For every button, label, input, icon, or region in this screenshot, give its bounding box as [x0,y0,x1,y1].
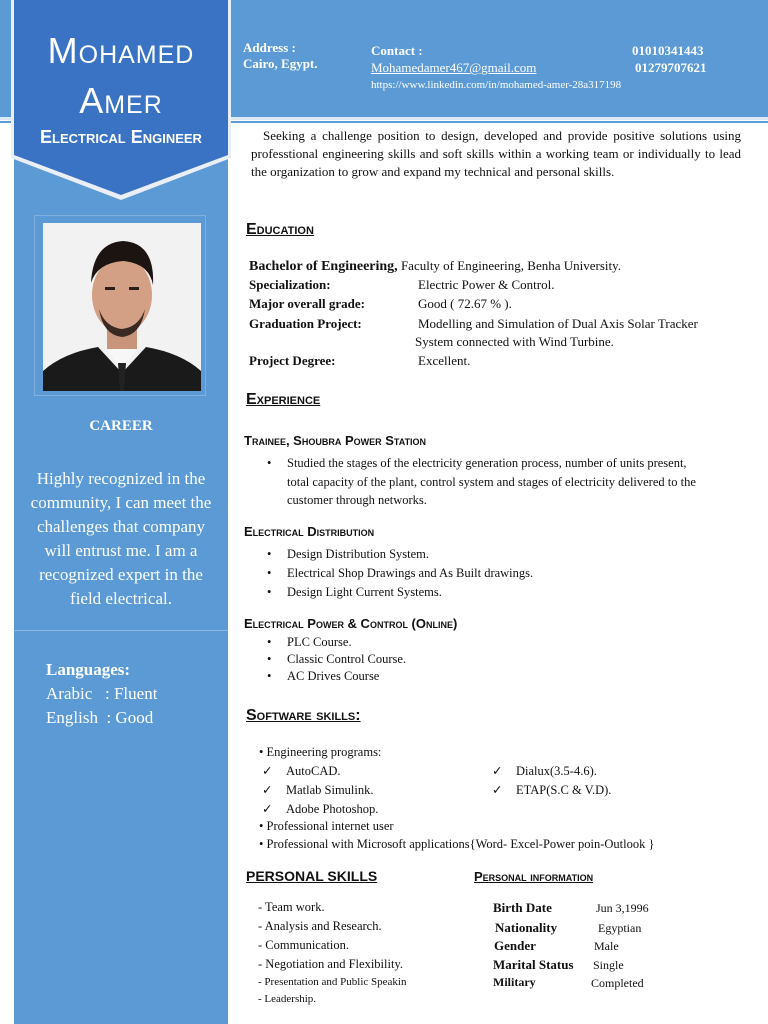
list-item: • Classic Control Course. [267,651,406,668]
name-last: Amer [79,80,163,121]
address-label: Address : [243,40,296,55]
info-value: Egyptian [598,921,642,935]
edu-value: Modelling and Simulation of Dual Axis Solar Tracker [418,316,698,331]
info-label: Gender [494,938,536,953]
summary-text: Seeking a challenge position to design, developed and provide positive solutions using professtional engineering skills and soft skills within a working team or individually to lead the organization to grow and expand my technical and personal skills. [251,128,741,179]
personal-skill: - Communication. [258,938,349,952]
programs-label: • Engineering programs: [259,745,382,759]
edu-label: Graduation Project: [249,316,362,331]
name-first: Mohamed [47,30,195,71]
list-item: • AC Drives Course [267,668,406,685]
software-heading: Software skills: [246,707,361,724]
info-label: Nationality [495,920,558,935]
edu-value: Good ( 72.67 % ). [418,296,512,311]
sidebar [14,0,228,1024]
list-item: • Design Light Current Systems. [267,583,533,602]
software-extra: • Professional with Microsoft applications{Word- Excel-Power poin-Outlook } [259,837,655,851]
degree-rest: Faculty of Engineering, Benha University. [397,258,622,273]
phone-1: 01010341443 [632,43,704,58]
software-extra: • Professional internet user [259,819,394,833]
info-value: Male [594,939,619,953]
edu-label: Specialization: [249,277,331,292]
personal-info-heading: Personal information [474,869,594,884]
education-heading: Education [246,221,314,238]
linkedin-link[interactable]: https://www.linkedin.com/in/mohamed-amer-28a317198 [371,79,622,91]
list-item: • Studied the stages of the electricity generation process, number of units present, total capacity of the plant, control system and stages of electricity delivered to the customer through networks. [267,454,707,510]
list-item: • PLC Course. [267,634,406,651]
experience-list [267,454,707,510]
experience-list [267,634,406,685]
skill-item: ✓ Dialux(3.5-4.6). [492,764,597,778]
job-title: Electrical Engineer [40,127,202,147]
info-value: Jun 3,1996 [596,901,649,915]
experience-list [267,545,533,602]
info-label: Military [493,975,536,989]
edu-label: Project Degree: [249,353,336,368]
contact-label: Contact : [371,43,423,58]
list-item: • Design Distribution System. [267,545,533,564]
language-english: English : Good [46,708,154,727]
experience-title: Electrical Power & Control (Online) [244,616,458,631]
personal-skill: - Analysis and Research. [258,919,382,933]
address-value: Cairo, Egypt. [243,56,318,71]
info-label: Birth Date [493,900,552,915]
info-value: Completed [591,976,644,990]
phone-2: 01279707621 [635,60,707,75]
career-text: Highly recognized in the community, I can meet the challenges that company will entrust me. I am a recognized expert in the field electrical. [30,469,212,608]
experience-title: Trainee, Shoubra Power Station [244,433,427,448]
personal-skill: - Team work. [258,900,325,914]
language-arabic: Arabic : Fluent [46,684,158,703]
skill-item: ✓ AutoCAD. [262,764,341,778]
experience-heading: Experience [246,391,321,408]
info-label: Marital Status [493,957,574,972]
list-item: • Electrical Shop Drawings and As Built drawings. [267,564,533,583]
edu-value: System connected with Wind Turbine. [415,334,614,349]
personal-skills-heading: PERSONAL SKILLS [246,868,378,884]
skill-item: ✓ Matlab Simulink. [262,783,374,797]
sidebar-divider [14,630,228,631]
skill-item: ✓ ETAP(S.C & V.D). [492,783,612,797]
edu-label: Major overall grade: [249,296,365,311]
email-link[interactable]: Mohamedamer467@gmail.com [371,60,537,75]
personal-skill: - Presentation and Public Speakin [258,976,407,988]
profile-photo [43,223,201,391]
degree-line [249,258,621,275]
edu-value: Excellent. [418,353,471,368]
personal-skill: - Leadership. [258,993,317,1005]
career-heading: CAREER [89,418,153,434]
degree-bold: Bachelor of Engineering, [249,259,398,274]
skill-item: ✓ Adobe Photoshop. [262,802,379,816]
languages-heading: Languages: [46,660,131,679]
edu-value: Electric Power & Control. [418,277,555,292]
info-value: Single [593,958,624,972]
experience-title: Electrical Distribution [244,524,375,539]
personal-skill: - Negotiation and Flexibility. [258,957,404,971]
